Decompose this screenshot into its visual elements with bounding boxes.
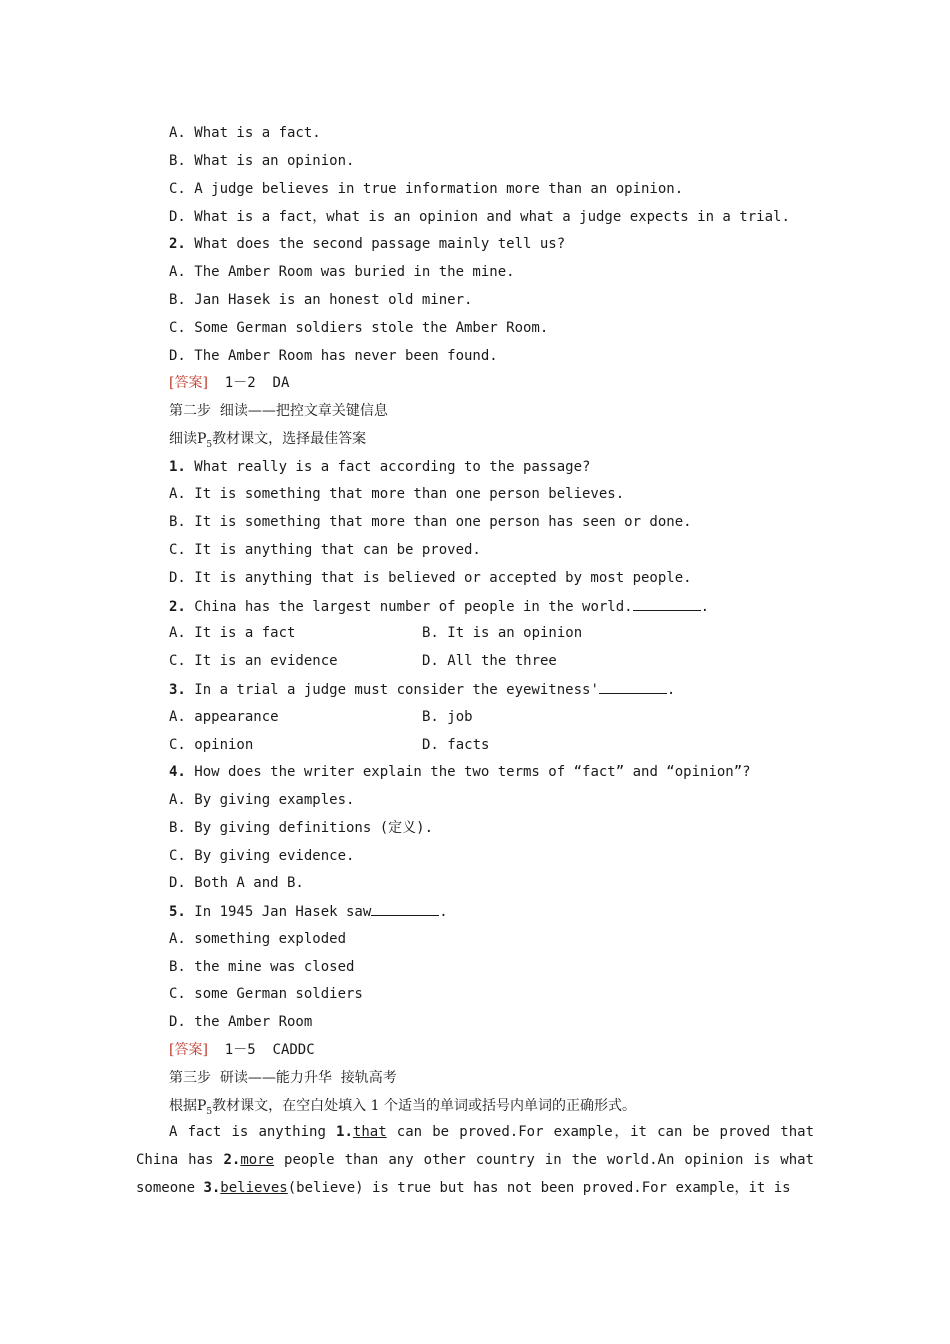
blank-answer: believes bbox=[220, 1179, 288, 1196]
option-a: A. It is something that more than one person believes. bbox=[169, 486, 625, 502]
option-d: D. facts bbox=[422, 737, 490, 753]
option-b: B. the mine was closed bbox=[169, 959, 355, 975]
step-3-heading: 第三步 研读——能力升华 接轨高考 bbox=[169, 1070, 397, 1086]
passage-text: can be proved.For example，it can be proved that China has bbox=[136, 1124, 814, 1168]
question-text: What does the second passage mainly tell us? bbox=[185, 236, 566, 252]
blank-answer: more bbox=[240, 1151, 275, 1168]
question-text: China has the largest number of people in the world. bbox=[185, 599, 633, 615]
option-a: A. The Amber Room was buried in the mine. bbox=[169, 264, 515, 280]
option-d: D. the Amber Room bbox=[169, 1014, 313, 1030]
option-c: C. some German soldiers bbox=[169, 986, 363, 1002]
instruction-sub: 5 bbox=[206, 1106, 213, 1117]
answer-line-2 bbox=[169, 1040, 315, 1060]
options-row-1 bbox=[169, 623, 769, 643]
option-d: D. The Amber Room has never been found. bbox=[169, 348, 498, 364]
cloze-passage bbox=[136, 1119, 814, 1202]
step-2-instruction bbox=[169, 429, 366, 455]
question-number: 2. bbox=[169, 599, 186, 615]
option-d: D. All the three bbox=[422, 653, 557, 669]
question-text: In 1945 Jan Hasek saw bbox=[185, 904, 372, 920]
option-c: C. opinion bbox=[169, 737, 254, 753]
instruction-post: 教材课文，在空白处填入 1 个适当的单词或括号内单词的正确形式。 bbox=[212, 1098, 636, 1114]
question-2-main bbox=[169, 234, 565, 254]
instruction-post: 教材课文，选择最佳答案 bbox=[212, 431, 367, 447]
answer-label: [答案] bbox=[169, 1042, 208, 1058]
instruction-pre: 细读P bbox=[169, 431, 207, 447]
question-end: . bbox=[666, 682, 676, 698]
option-b: B. It is an opinion bbox=[422, 625, 583, 641]
question-number: 4. bbox=[169, 764, 186, 780]
option-c: C. By giving evidence. bbox=[169, 848, 355, 864]
question-text: In a trial a judge must consider the eyewitness' bbox=[185, 682, 599, 698]
option-c: C. It is anything that can be proved. bbox=[169, 542, 481, 558]
question-number: 2. bbox=[169, 236, 186, 252]
option-a: A. By giving examples. bbox=[169, 792, 355, 808]
question-end: . bbox=[439, 904, 448, 920]
question-end: . bbox=[700, 599, 710, 615]
answer-line-1 bbox=[169, 373, 289, 393]
question-3 bbox=[169, 679, 675, 700]
option-a: A. something exploded bbox=[169, 931, 347, 947]
blank-number: 1. bbox=[336, 1124, 353, 1140]
answer-value: 1－2 DA bbox=[207, 375, 290, 391]
passage-text: (believe) is true but has not been proved.For example，it is bbox=[287, 1179, 791, 1196]
question-number: 1. bbox=[169, 459, 186, 475]
blank-number: 3. bbox=[203, 1179, 221, 1196]
question-1 bbox=[169, 457, 590, 477]
option-a: A. appearance bbox=[169, 709, 279, 725]
option-b: B. It is something that more than one person has seen or done. bbox=[169, 514, 692, 530]
option-d: D. It is anything that is believed or accepted by most people. bbox=[169, 570, 692, 586]
option-d: D. What is a fact，what is an opinion and what a judge expects in a trial. bbox=[169, 209, 790, 225]
answer-label: [答案] bbox=[169, 375, 208, 391]
options-row-1 bbox=[169, 707, 769, 727]
option-b: B. What is an opinion. bbox=[169, 153, 355, 169]
option-d: D. Both A and B. bbox=[169, 875, 304, 891]
option-a: A. What is a fact. bbox=[169, 125, 321, 141]
question-2 bbox=[169, 596, 709, 617]
option-c: C. Some German soldiers stole the Amber Room. bbox=[169, 320, 549, 336]
question-4 bbox=[169, 762, 751, 782]
options-row-2 bbox=[169, 735, 769, 755]
answer-blank bbox=[371, 901, 439, 916]
passage-text: people than any other country in the world.An opinion is what someone bbox=[136, 1151, 814, 1196]
answer-blank bbox=[599, 679, 667, 694]
options-row-2 bbox=[169, 651, 769, 671]
option-b: B. job bbox=[422, 709, 473, 725]
step-3-instruction bbox=[169, 1096, 636, 1122]
option-b: B. By giving definitions (定义). bbox=[169, 820, 434, 836]
option-a: A. It is a fact bbox=[169, 625, 296, 641]
question-5 bbox=[169, 901, 448, 922]
question-text: What really is a fact according to the passage? bbox=[185, 459, 591, 475]
option-c: C. It is an evidence bbox=[169, 653, 338, 669]
question-number: 5. bbox=[169, 904, 186, 920]
answer-blank bbox=[633, 596, 701, 611]
blank-answer: that bbox=[352, 1124, 387, 1140]
option-b: B. Jan Hasek is an honest old miner. bbox=[169, 292, 473, 308]
step-2-heading: 第二步 细读——把控文章关键信息 bbox=[169, 403, 388, 419]
blank-number: 2. bbox=[223, 1151, 241, 1168]
question-number: 3. bbox=[169, 682, 186, 698]
question-text: How does the writer explain the two terms of “fact” and “opinion”? bbox=[185, 764, 751, 780]
answer-value: 1－5 CADDC bbox=[207, 1042, 315, 1058]
instruction-pre: 根据P bbox=[169, 1098, 207, 1114]
instruction-sub: 5 bbox=[206, 439, 213, 450]
passage-text: A fact is anything bbox=[169, 1124, 337, 1140]
option-c: C. A judge believes in true information more than an opinion. bbox=[169, 181, 684, 197]
